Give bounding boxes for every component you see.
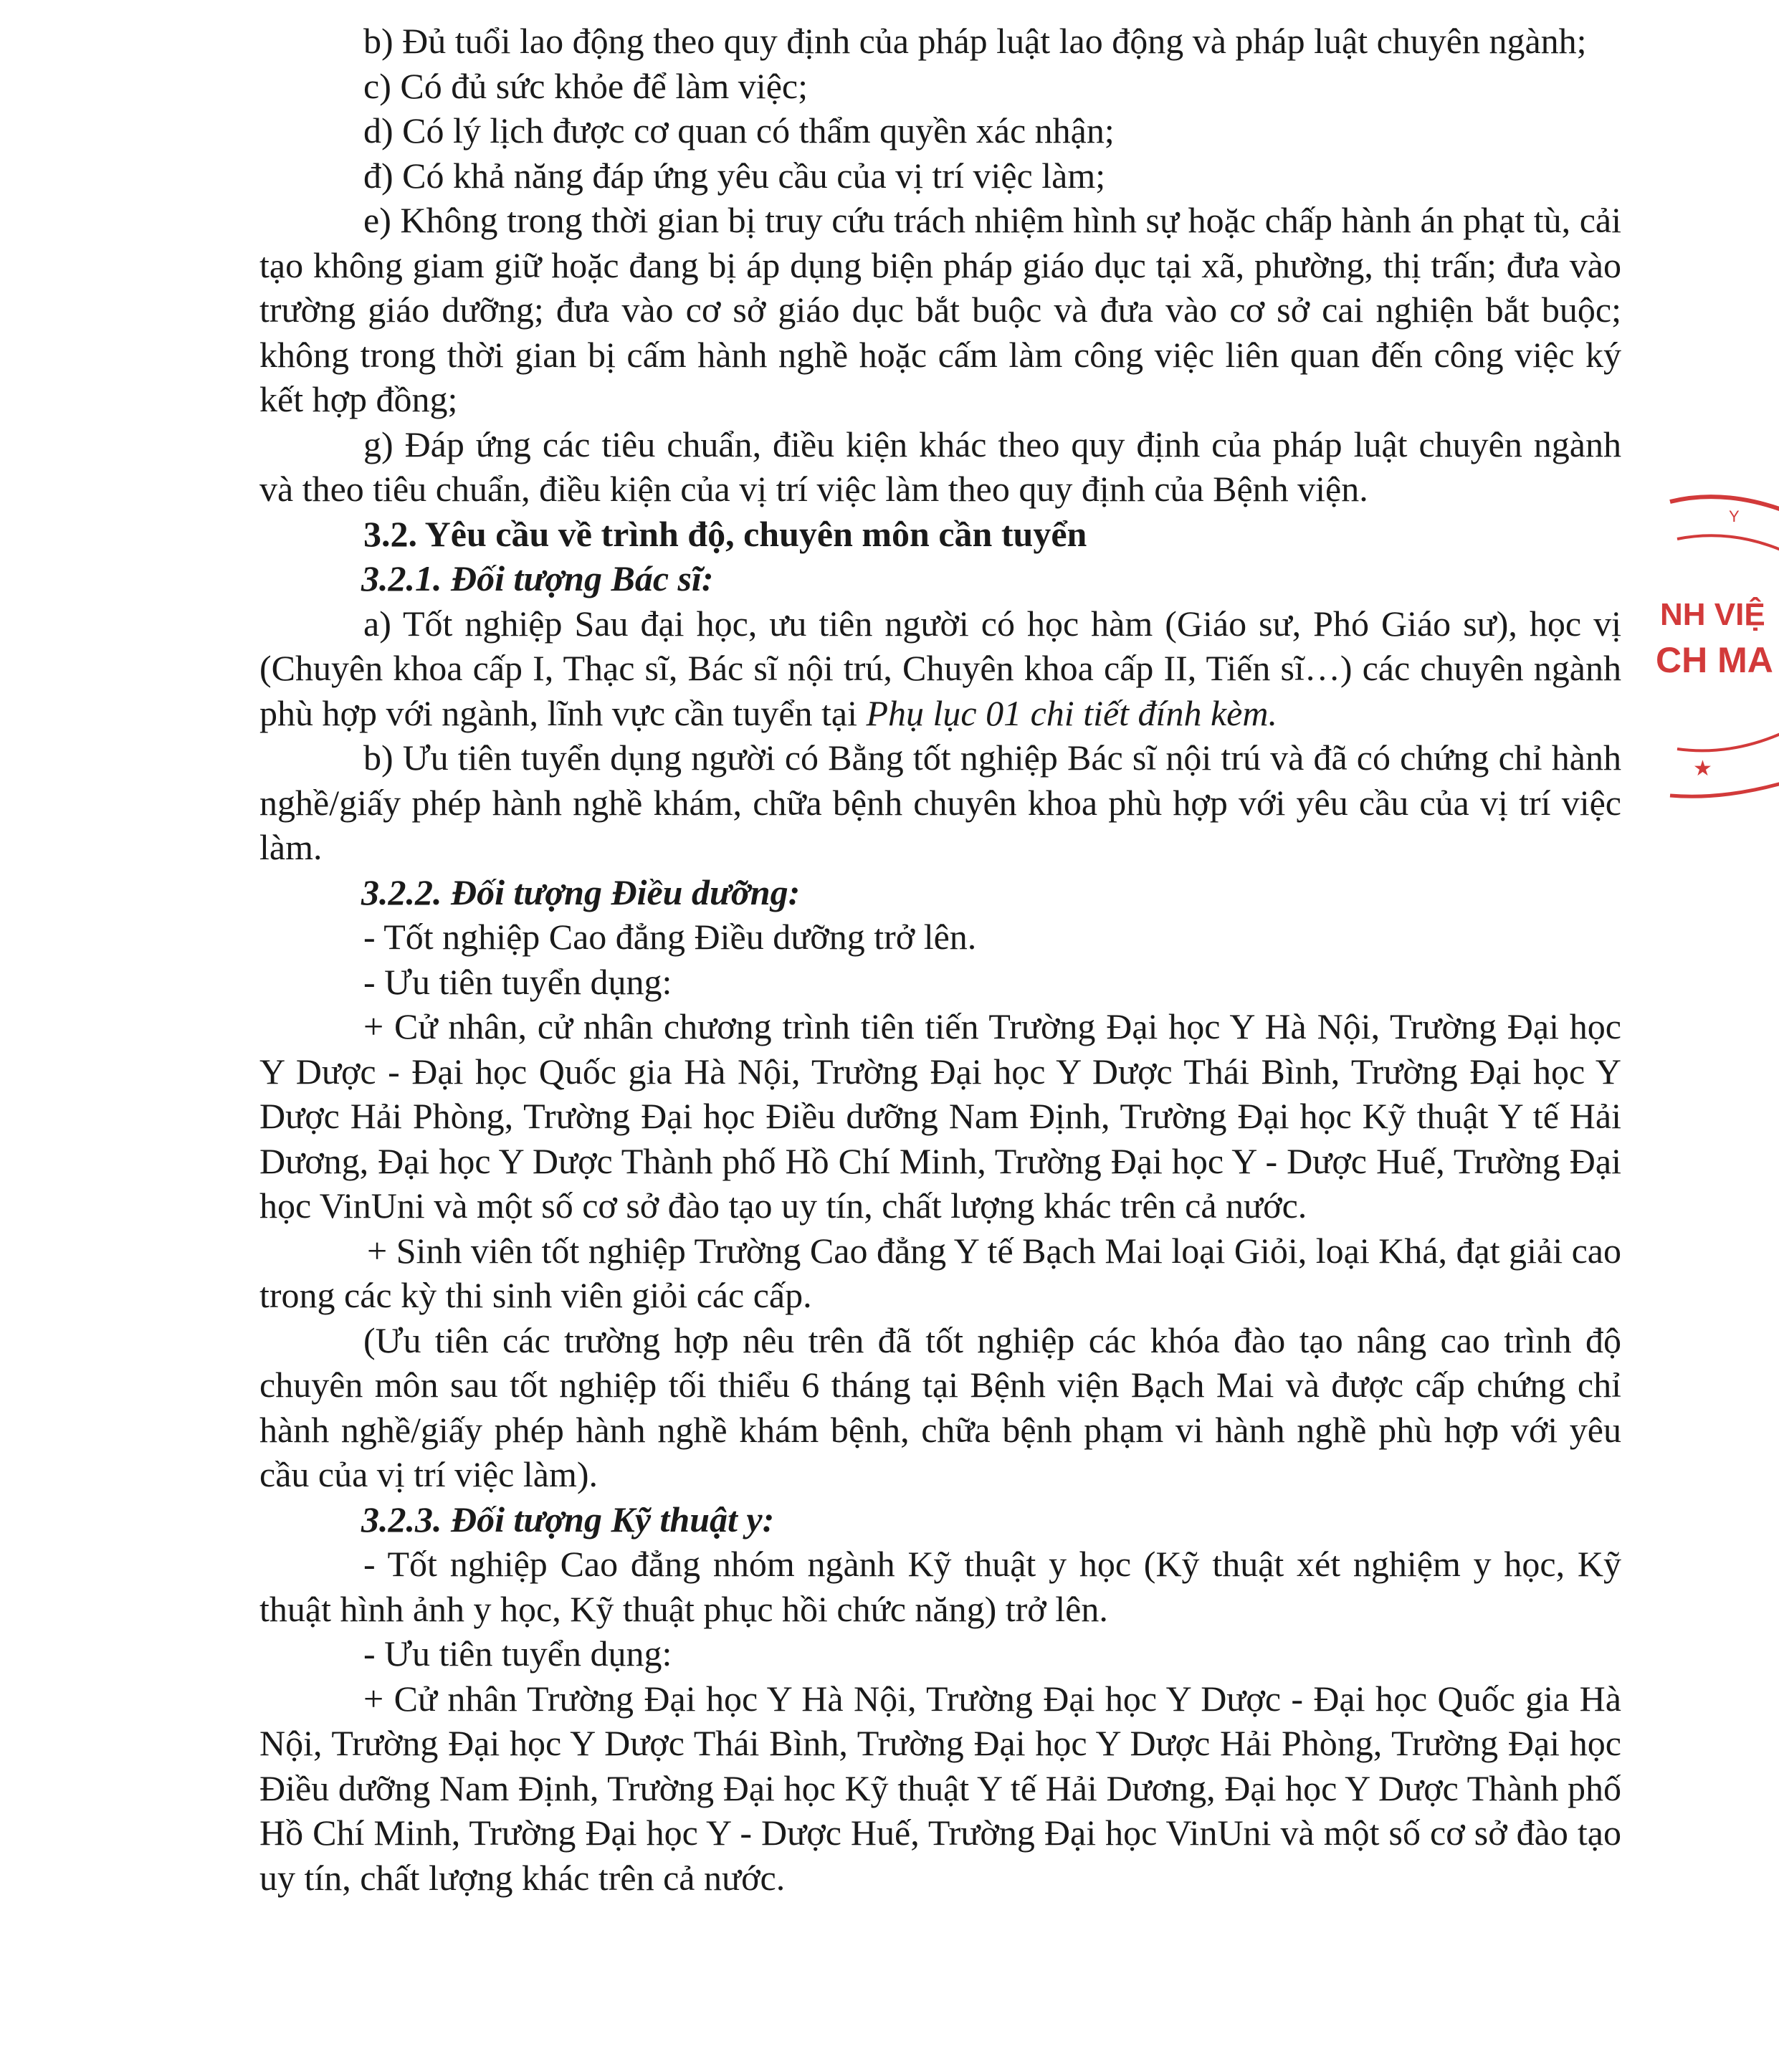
clause-g: g) Đáp ứng các tiêu chuẩn, điều kiện khác theo quy định của pháp luật chuyên ngành và theo tiêu chuẩn, điều kiện của vị trí việc làm theo quy định của Bệnh viện. (259, 424, 1621, 509)
clause-b: b) Đủ tuổi lao động theo quy định của pháp luật lao động và pháp luật chuyên ngành; (363, 21, 1587, 61)
nurse-requirement-1: - Tốt nghiệp Cao đẳng Điều dưỡng trở lên. (363, 917, 977, 957)
doctor-requirement-a (259, 601, 1621, 736)
seal-text-line2: CH MA (1656, 640, 1773, 680)
doctor-requirement-b: b) Ưu tiên tuyển dụng người có Bằng tốt nghiệp Bác sĩ nội trú và đã có chứng chỉ hành nghề/giấy phép hành nghề khám, chữa bệnh chuyên khoa phù hợp với yêu cầu của vị trí việc làm. (259, 737, 1621, 867)
doctor-requirement-a-text: a) Tốt nghiệp Sau đại học, ưu tiên người có học hàm (Giáo sư, Phó Giáo sư), học vị (Chuyên khoa cấp I, Thạc sĩ, Bác sĩ nội trú, Chuyên khoa cấp II, Tiến sĩ…) các chuyên ngành phù hợp với ngành, lĩnh vực cần tuyển tại (259, 603, 1621, 733)
seal-letter-y: Y (1729, 507, 1740, 525)
nurse-priority-1: + Cử nhân, cử nhân chương trình tiên tiến Trường Đại học Y Hà Nội, Trường Đại học Y Dược - Đại học Quốc gia Hà Nội, Trường Đại học Y Dược Thái Bình, Trường Đại học Y Dược Hải Phòng, Trường Đại học Điều dưỡng Nam Định, Trường Đại học Kỹ thuật Y tế Hải Dương, Đại học Y Dược Thành phố Hồ Chí Minh, Trường Đại học Y - Dược Huế, Trường Đại học VinUni và một số cơ sở đào tạo uy tín, chất lượng khác trên cả nước. (259, 1006, 1621, 1226)
clause-dd: đ) Có khả năng đáp ứng yêu cầu của vị trí việc làm; (363, 155, 1106, 196)
seal-star-icon: ★ (1693, 756, 1712, 781)
section-heading-3-2: 3.2. Yêu cầu về trình độ, chuyên môn cần tuyển (363, 513, 1087, 554)
document-page (259, 19, 1621, 1900)
seal-inner-ring-bottom (1677, 702, 1779, 750)
clause-c: c) Có đủ sức khỏe để làm việc; (363, 65, 808, 106)
technician-priority-1: + Cử nhân Trường Đại học Y Hà Nội, Trường Đại học Y Dược - Đại học Quốc gia Hà Nội, Trường Đại học Y Dược Thái Bình, Trường Đại học Y Dược Hải Phòng, Trường Đại học Điều dưỡng Nam Định, Trường Đại học Kỹ thuật Y tế Hải Dương, Đại học Y Dược Thành phố Hồ Chí Minh, Trường Đại học Y - Dược Huế, Trường Đại học VinUni và một số cơ sở đào tạo uy tín, chất lượng khác trên cả nước. (259, 1678, 1621, 1898)
seal-outer-ring-bottom (1670, 753, 1779, 796)
seal-graphic (1649, 487, 1779, 817)
seal-text-line1: NH VIỆ (1660, 597, 1765, 632)
appendix-reference: Phụ lục 01 chi tiết đính kèm. (866, 692, 1277, 733)
subsection-heading-3-2-1: 3.2.1. Đối tượng Bác sĩ: (361, 558, 714, 598)
seal-inner-ring-top (1677, 535, 1779, 581)
clause-e: e) Không trong thời gian bị truy cứu trách nhiệm hình sự hoặc chấp hành án phạt tù, cải tạo không giam giữ hoặc đang bị áp dụng biện pháp giáo dục tại xã, phường, thị trấn; đưa vào trường giáo dưỡng; đưa vào cơ sở giáo dục bắt buộc và đưa vào cơ sở cai nghiện bắt buộc; không trong thời gian bị cấm hành nghề hoặc cấm làm công việc liên quan đến công việc ký kết hợp đồng; (259, 200, 1621, 419)
red-seal-stamp (1649, 487, 1779, 817)
subsection-heading-3-2-2: 3.2.2. Đối tượng Điều dưỡng: (361, 872, 801, 912)
nurse-priority-2: + Sinh viên tốt nghiệp Trường Cao đẳng Y tế Bạch Mai loại Giỏi, loại Khá, đạt giải cao trong các kỳ thi sinh viên giỏi các cấp. (259, 1230, 1621, 1315)
subsection-heading-3-2-3: 3.2.3. Đối tượng Kỹ thuật y: (361, 1499, 775, 1539)
technician-requirement-1: - Tốt nghiệp Cao đẳng nhóm ngành Kỹ thuật y học (Kỹ thuật xét nghiệm y học, Kỹ thuật hình ảnh y học, Kỹ thuật phục hồi chức năng) trở lên. (259, 1544, 1621, 1629)
nurse-priority-note: (Ưu tiên các trường hợp nêu trên đã tốt nghiệp các khóa đào tạo nâng cao trình độ chuyên môn sau tốt nghiệp tối thiểu 6 tháng tại Bệnh viện Bạch Mai và được cấp chứng chỉ hành nghề/giấy phép hành nghề khám bệnh, chữa bệnh phạm vi hành nghề phù hợp với yêu cầu của vị trí việc làm). (259, 1319, 1621, 1494)
clause-d: d) Có lý lịch được cơ quan có thẩm quyền xác nhận; (363, 110, 1115, 151)
nurse-requirement-2: - Ưu tiên tuyển dụng: (363, 961, 672, 1002)
technician-requirement-2: - Ưu tiên tuyển dụng: (363, 1633, 672, 1674)
